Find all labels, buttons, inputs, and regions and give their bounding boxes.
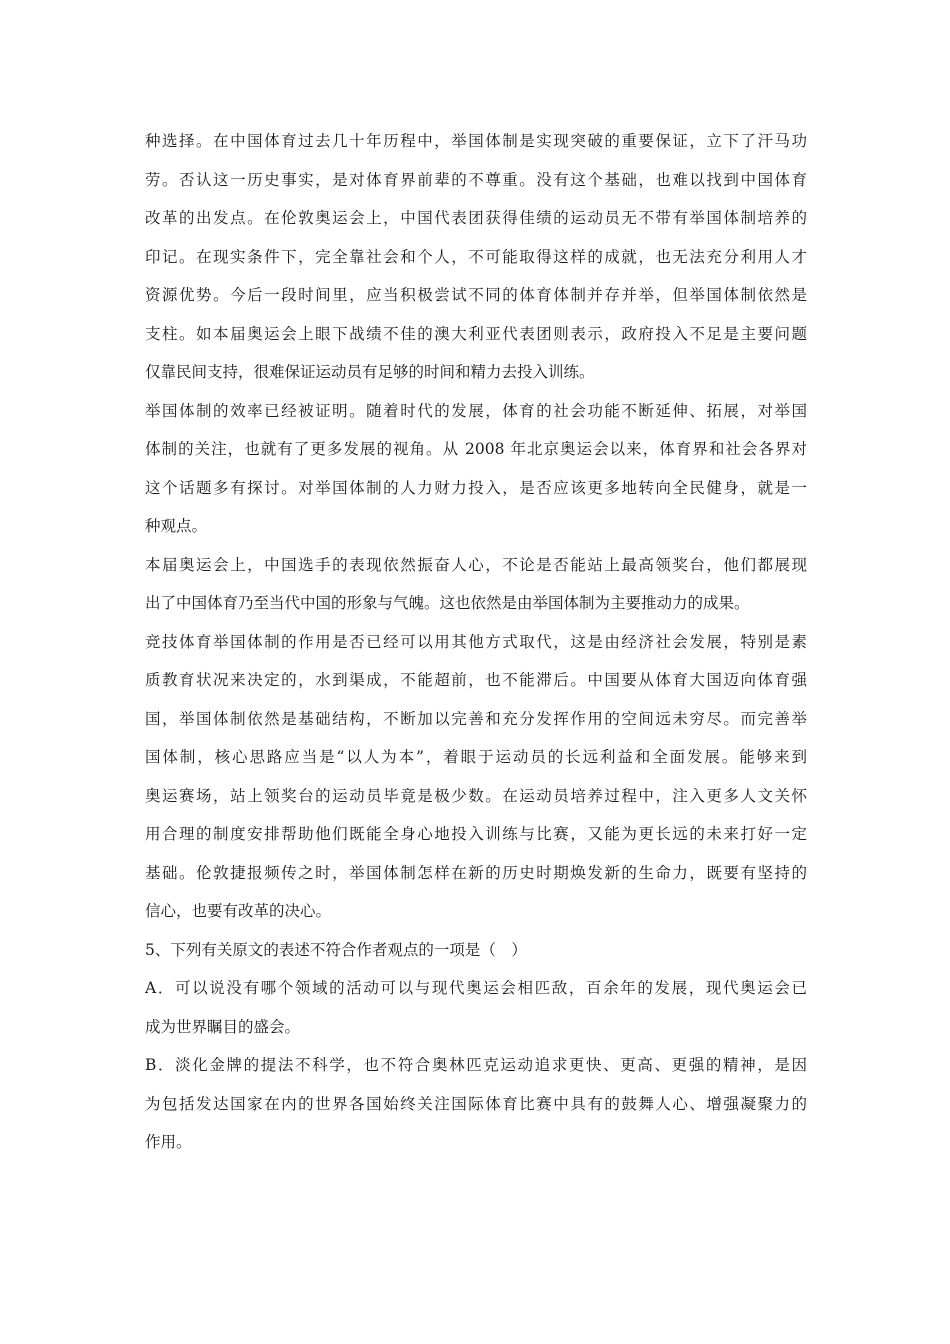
text-line: 印记。在现实条件下，完全靠社会和个人，不可能取得这样的成就，也无法充分利用人才 (145, 247, 807, 266)
text-line: 劳。否认这一历史事实，是对体育界前辈的不尊重。没有这个基础，也难以找到中国体育 (145, 170, 807, 189)
text-line: 资源优势。今后一段时间里，应当积极尝试不同的体育体制并存并举，但举国体制依然是 (145, 286, 807, 304)
paragraph-3 (145, 546, 807, 931)
option-a (145, 969, 807, 1046)
text-line: 种选择。在中国体育过去几十年历程中，举国体制是实现突破的重要保证，立下了汗马功 (145, 132, 807, 150)
text-line: 支柱。如本届奥运会上眼下战绩不佳的澳大利亚代表团则表示，政府投入不足是主要问题 (145, 324, 807, 343)
text-line: 竞技体育举国体制的作用是否已经可以用其他方式取代，这是由经济社会发展，特别是素 (145, 632, 807, 651)
text-line: 基础。伦敦捷报频传之时，举国体制怎样在新的历史时期焕发新的生命力，既要有坚持的 (145, 863, 807, 882)
option-text: B．淡化金牌的提法不科学，也不符合奥林匹克运动追求更快、更高、更强的精神，是因 (145, 1056, 807, 1074)
text-line: 信心，也要有改革的决心。 (145, 902, 332, 920)
text-line: 种观点。 (145, 517, 208, 535)
document-body (145, 122, 807, 1162)
option-text: 成为世界瞩目的盛会。 (145, 1017, 301, 1036)
paragraph-2 (145, 392, 807, 546)
text-line: 举国体制的效率已经被证明。随着时代的发展，体育的社会功能不断延伸、拓展，对举国 (145, 401, 807, 420)
text-line: 质教育状况来决定的，水到渠成，不能超前，也不能滞后。中国要从体育大国迈向体育强 (145, 671, 807, 689)
question-5 (145, 931, 807, 970)
text-line: 奥运赛场，站上领奖台的运动员毕竟是极少数。在运动员培养过程中，注入更多人文关怀 (145, 786, 807, 805)
text-line: 改革的出发点。在伦敦奥运会上，中国代表团获得佳绩的运动员无不带有举国体制培养的 (145, 209, 807, 227)
paragraph-1 (145, 122, 807, 392)
option-text: 作用。 (145, 1133, 192, 1151)
text-line: 本届奥运会上，中国选手的表现依然振奋人心，不论是否能站上最高领奖台，他们都展现 (145, 555, 807, 574)
text-line: 出了中国体育乃至当代中国的形象与气魄。这也依然是由举国体制为主要推动力的成果。 (145, 594, 750, 612)
option-text: A．可以说没有哪个领域的活动可以与现代奥运会相匹敌，百余年的发展，现代奥运会已 (145, 979, 807, 997)
text-line: 国体制，核心思路应当是“以人为本”，着眼于运动员的长远利益和全面发展。能够来到 (145, 748, 807, 766)
option-text: 为包括发达国家在内的世界各国始终关注国际体育比赛中具有的鼓舞人心、增强凝聚力的 (145, 1094, 807, 1113)
text-line: 国，举国体制依然是基础结构，不断加以完善和充分发挥作用的空间远未穷尽。而完善举 (145, 709, 807, 728)
text-line: 体制的关注，也就有了更多发展的视角。从 2008 年北京奥运会以来，体育界和社会各界对 (145, 440, 807, 458)
text-line: 仅靠民间支持，很难保证运动员有足够的时间和精力去投入训练。 (145, 363, 595, 381)
question-text: 5、下列有关原文的表述不符合作者观点的一项是（ ） (145, 940, 527, 959)
text-line: 这个话题多有探讨。对举国体制的人力财力投入，是否应该更多地转向全民健身，就是一 (145, 478, 807, 497)
option-b (145, 1046, 807, 1162)
text-line: 用合理的制度安排帮助他们既能全身心地投入训练与比赛，又能为更长远的未来打好一定 (145, 825, 807, 843)
